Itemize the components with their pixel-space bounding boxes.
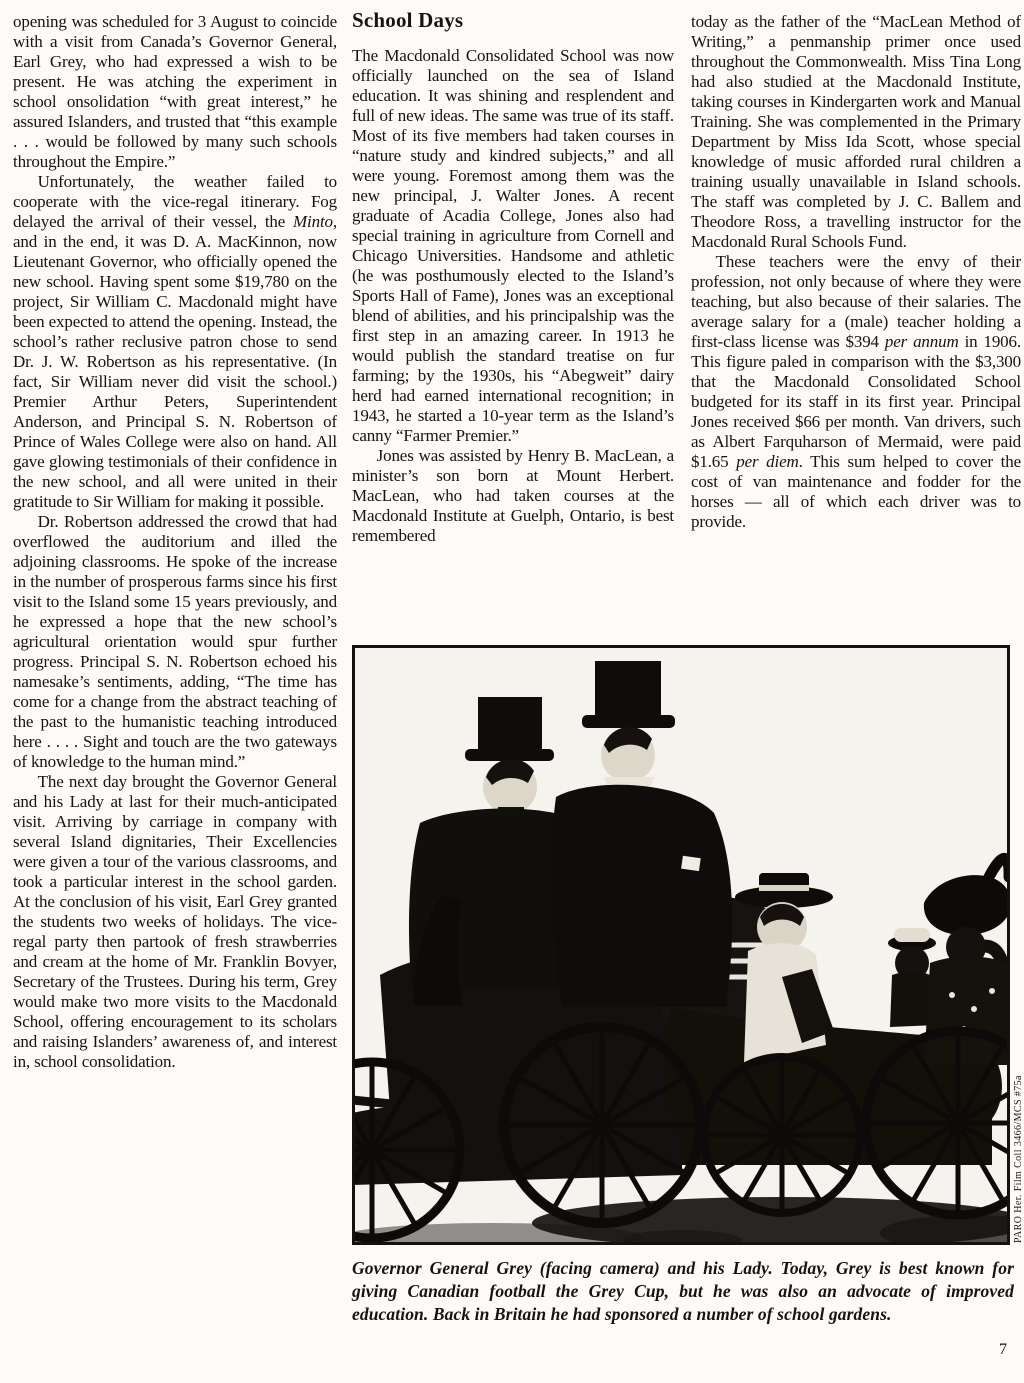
- italic-latin-phrase: per annum: [884, 332, 959, 351]
- page-number: 7: [999, 1341, 1007, 1358]
- paragraph: The next day brought the Governor General and his Lady at last for their much-anticipated visit. Arriving by carriage in company with several Island dignitaries, Their Excellencies were given a tour of the various classrooms, and took a particular interest in the school garden. At the conclusion of his visit, Earl Grey granted the students two weeks of holidays. The vice-regal party then partook of fresh strawberries and cream at the home of Mr. Franklin Bovyer, Secretary of the Trustees. During his term, Grey would make two more visits to the Macdonald School, offering encouragement to its scholars and raising Islanders’ awareness of, and interest in, school consolidation.: [13, 772, 337, 1071]
- paragraph-text: These teachers were the envy of their profession, not only because of where they were teaching, but also because of their salaries. The average salary for a (male) teacher holding a first-class license was $394: [691, 252, 1021, 351]
- paragraph: [13, 172, 337, 512]
- photo-caption: Governor General Grey (facing camera) and his Lady. Today, Grey is best known for giving Canadian football the Grey Cup, but he was also an advocate of improved education. Back in Britain he had sponsored a number of school gardens.: [352, 1258, 1014, 1324]
- paragraph-text: Unfortunately, the weather failed to cooperate with the vice-regal itinerary. Fog delayed the arrival of their vessel, the: [13, 172, 337, 231]
- carriage-photo: [352, 645, 1010, 1245]
- middle-column: [352, 6, 674, 640]
- photo-credit: PARO Her. Film Coll 3466/MCS #75a: [1013, 1075, 1024, 1243]
- article-heading: School Days: [352, 8, 464, 32]
- paragraph-text: in 1906. This figure paled in comparison with the $3,300 that the Macdonald Consolidated School budgeted for its staff in its first year. Principal Jones received $66 per month. Van drivers, such as Albert Farquharson of Mermaid, were paid $1.65: [691, 332, 1021, 471]
- left-column: [13, 12, 337, 1342]
- paragraph-text: . This sum helped to cover the cost of van maintenance and fodder for the horses — all of which each driver was to provide.: [691, 452, 1021, 531]
- paragraph-text: , and in the end, it was D. A. MacKinnon, now Lieutenant Governor, who officially opened the new school. Having spent some $19,780 on the project, Sir William C. Macdonald might have been expected to attend the opening. Instead, the school’s rather reclusive patron chose to send Dr. J. W. Robertson as his representative. (In fact, Sir William never did visit the school.) Premier Arthur Peters, Superintendent Anderson, and Principal S. N. Robertson of Prince of Wales College were also on hand. All gave glowing testimonials of their confidence in the new school, and all were united in their gratitude to Sir William for making it possible.: [13, 212, 337, 511]
- right-column: [691, 12, 1021, 638]
- paragraph: Jones was assisted by Henry B. MacLean, a minister’s son born at Mount Herbert. MacLean, who had taken courses at the Macdonald Institute at Guelph, Ontario, is best remembered: [352, 446, 674, 545]
- paragraph: opening was scheduled for 3 August to coincide with a visit from Canada’s Governor General, Earl Grey, who had expressed a wish to be present. He was atching the experiment in school onsolidation “with great interest,” he assured Islanders, and trusted that “this example . . . would be followed by many such schools throughout the Empire.”: [13, 12, 337, 171]
- paragraph: today as the father of the “MacLean Method of Writing,” a penmanship primer once used throughout the Commonwealth. Miss Tina Long had also studied at the Macdonald Institute, taking courses in Kindergarten work and Manual Training. She was complemented in the Primary Department by Miss Ida Scott, whose special knowledge of music afforded rural children a training usually unavailable in Island schools. The staff was completed by J. C. Ballem and Theodore Ross, a travelling instructor for the Macdonald Rural Schools Fund.: [691, 12, 1021, 251]
- paragraph: The Macdonald Consolidated School was now officially launched on the sea of Island education. It was shining and resplendent and full of new ideas. The same was true of its staff. Most of its five members had taken courses in “nature study and kindred subjects,” and all were young. Foremost among them was the new principal, J. Walter Jones. A recent graduate of Acadia College, Jones also had special training in agriculture from Cornell and Chicago Universities. Handsome and athletic (he was posthumously elected to the Island’s Sports Hall of Fame), Jones was an exceptional blend of abilities, and his principalship was the first step in an amazing career. In 1913 he would publish the standard treatise on fur farming; by the 1930s, his “Abegweit” dairy herd had earned international recognition; in 1943, he started a 10-year term as the Island’s canny “Farmer Premier.”: [352, 46, 674, 445]
- paragraph: [691, 252, 1021, 532]
- paragraph: Dr. Robertson addressed the crowd that had overflowed the auditorium and illed the adjoining classrooms. He spoke of the increase in the number of prosperous farms since his first visit to the Island some 15 years previously, and he expressed a hope that the new school’s agricultural orientation would spur further progress. Principal S. N. Robertson echoed his namesake’s sentiments, adding, “The time has come for a change from the abstract teaching of the past to the humanistic teaching introduced here . . . . Sight and touch are the two gateways of knowledge to the human mind.”: [13, 512, 337, 771]
- italic-latin-phrase: per diem: [736, 452, 799, 471]
- italic-vessel-name: Minto: [293, 212, 333, 231]
- carriage-photo-illustration: [352, 645, 1010, 1245]
